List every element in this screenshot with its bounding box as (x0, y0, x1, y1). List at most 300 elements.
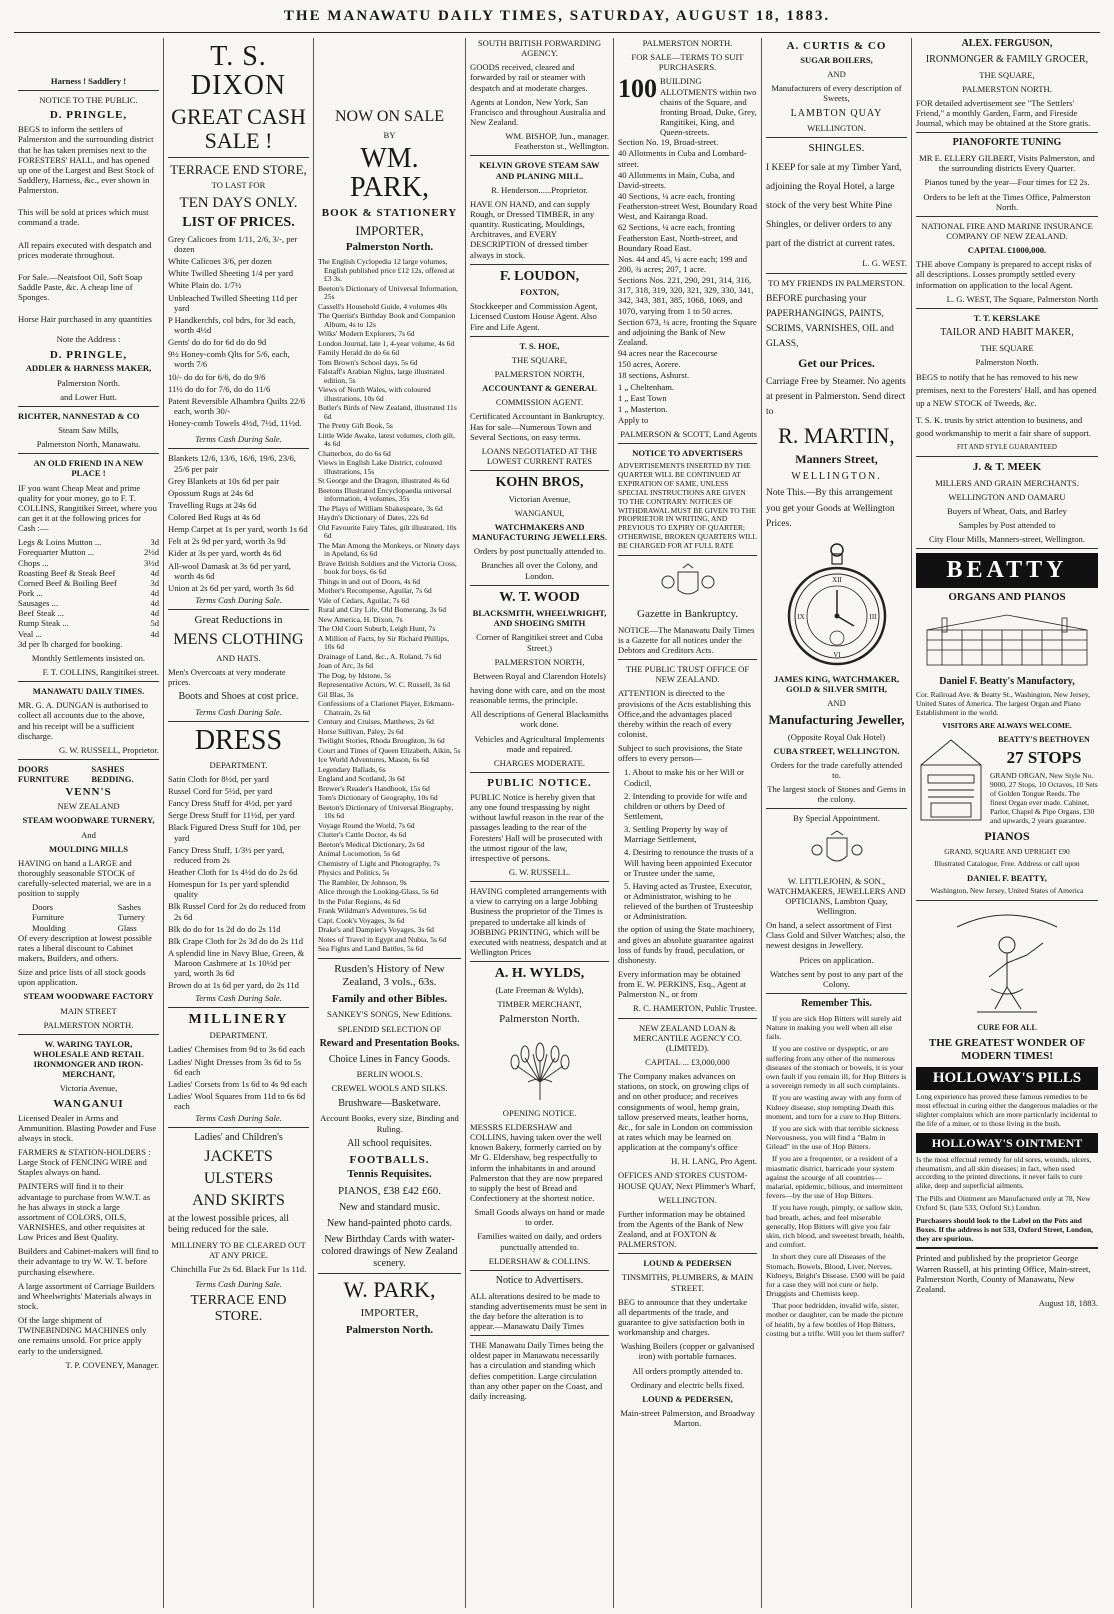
sbfa-bishop: WM. BISHOP, Jun., manager. Featherston st., Wellington. (505, 131, 609, 152)
martin-town: WELLINGTON. (791, 470, 882, 482)
price-item: 11½ do do for 7/6, do do 11/6 (168, 383, 271, 394)
national-west: L. G. WEST, The Square, Palmerston North (946, 293, 1098, 304)
littlejohn-heading: W. LITTLEJOHN, & SON., WATCHMAKERS, JEWELLERS AND OPTICIANS, Lambton Quay, Wellington. (767, 875, 906, 917)
supply-left (32, 902, 66, 932)
address-town: Palmerston North. (56, 377, 120, 388)
book-item: The Rambler, Dr Johnson, 9s (318, 877, 407, 887)
piano-orders: Orders to be left at the Times Office, Palmerston North. (923, 191, 1091, 212)
wylds-late: (Late Freeman & Wylds), (495, 984, 584, 995)
book-item: Brave British Soldiers and the Victoria Cross, book for boys, 6s 6d (318, 558, 457, 577)
price-item: White Calicoes 3/6, per dozen (168, 256, 272, 267)
trust-subject: Subject to such provisions, the State offers to every person— (618, 743, 743, 764)
waring-farmers: FARMERS & STATION-HOLDERS : Large Stock of FENCING WIRE and Staples always on hand. (18, 1146, 151, 1178)
meat-item: Pork ... (18, 588, 43, 598)
book-item: The Dog, by Idstone, 5s (318, 670, 391, 680)
book-item: Haydn's Dictionary of Dates, 22s 6d (318, 513, 429, 523)
book-item: Beeton's Dictionary of Universal Biography, 10s 6d (318, 802, 454, 821)
price-item: Brown do at 1s 6d per yard, do 2s 11d (168, 980, 299, 991)
sbfa-goods: GOODS received, cleared and forwarded by rail or steamer with despatch and at moderate charges. (470, 62, 588, 93)
meat-price: 3d (150, 537, 159, 548)
terrace-end: TERRACE END STORE, (170, 162, 307, 178)
martin-carriage: Carriage Free by Steamer. No agents at present in Palmerston. Send direct to (766, 376, 906, 417)
kerslake-trade: TAILOR AND HABIT MAKER, (940, 326, 1074, 338)
wood-name: W. T. WOOD (499, 589, 580, 605)
russell-signature: G. W. RUSSELL, Proprietor. (58, 744, 159, 755)
curtis-manufacturers: Manufacturers of every description of Sweets, (771, 83, 902, 104)
holloway-figure-illustration (947, 907, 1067, 1017)
book-item: Beetons Illustrated Encyclopaedia universal information, 4 volumes, 35s (318, 485, 452, 504)
piano-heading: PIANOFORTE TUNING (952, 137, 1062, 149)
hoe-name: T. S. HOE, (519, 340, 560, 351)
meat-item: Veal ... (18, 628, 42, 639)
factory-street: MAIN STREET (60, 1005, 117, 1016)
special-appointment: By Special Appointment. (793, 813, 880, 824)
address-name: D. PRINGLE, (49, 348, 128, 361)
millinery-clear: MILLINERY TO BE CLEARED OUT AT ANY PRICE. (171, 1240, 306, 1261)
notice-advertisers-body: ADVERTISEMENTS INSERTED BY THE QUARTER WILL BE CONTINUED AT EXPIRATION OF SAME, UNLESS SPECIAL INSTRUCTIONS ARE GIVEN TO THE CONTRARY. NOTICES OF WITHDRAWAL MUST BE GIVEN TO THE PROPRIETOR IN WRITING, AND PREVIOUS TO EXPIRY OF QUARTER; OTHERWISE, BROKEN QUARTERS WILL BE CHARGED FOR AT FULL RATE (618, 461, 757, 550)
book-item: Tom Brown's School days, 5s 6d (318, 357, 418, 367)
advertisers-heading: Notice to Advertisers. (495, 1274, 584, 1286)
nzloan-wellington: WELLINGTON. (658, 1194, 717, 1205)
column-4 (466, 38, 614, 1608)
holloway-pills: HOLLOWAY'S PILLS (916, 1067, 1098, 1091)
jobbing-notice: HAVING completed arrangements with a view to carrying on a large Jobbing Business the proprietor of the Times is prepared to undertake all kinds of JOBBING PRINTING, which will be executed with neatness, despatch and at Wellington Prices (470, 886, 607, 957)
harness-heading: Harness ! Saddlery ! (50, 76, 127, 86)
crest-icon (807, 830, 867, 870)
book-item: Capt. Cook's Voyages, 3s 6d (318, 915, 405, 925)
scott-firm: PALMERSON & SCOTT, Land Agents (620, 429, 757, 440)
loudon-town: FOXTON, (520, 287, 559, 298)
sbfa-agents: Agents at London, New York, San Francisco and throughout Australia and New Zealand. (470, 96, 606, 127)
section-item: 40 Allotments in Cuba and Lombard-street. (618, 148, 747, 169)
kohn-street: Victorian Avenue, (508, 493, 571, 504)
book-item: Animal Locomotion, 5s 6d (318, 849, 400, 859)
book-item: Falstaff's Arabian Nights, large illustrated edition, 5s (318, 367, 445, 385)
price-list-4 (168, 1044, 309, 1111)
king-largest: The largest stock of Stones and Gems in the colony. (767, 784, 906, 805)
section-item: 1 „ Cheltenham. (618, 381, 675, 392)
book-list (318, 258, 461, 954)
importer-2: IMPORTER, (360, 1306, 419, 1319)
masthead-rule (14, 32, 1100, 33)
supply-item: Glass (117, 922, 137, 933)
book-item: New America, H. Dixon, 7s (318, 614, 403, 624)
price-item: Patent Reversible Alhambra Quilts 22/6 each, worth 30/- (168, 395, 306, 416)
waring-carriage: A large assortment of Carriage Builders and Wheelwrights' Materials always in stock. (18, 1280, 155, 1311)
book-item: In the Polar Regions, 4s 6d (318, 896, 401, 906)
trust-option: the option of using the State machinery, and gives an absolute guarantee against loss of funds by fraud, peculation, or dishonesty. (618, 924, 755, 965)
book-item: A Million of Facts, by Sir Richard Phillips, 10s 6d (318, 633, 449, 652)
holloway-ointment: HOLLOWAY'S OINTMENT (916, 1133, 1098, 1153)
book-item: Beeton's Medical Dictionary, 2s 6d (318, 839, 425, 849)
price-item: 9½ Honey-comb Qlts for 5/6, each, worth 7/6 (168, 349, 290, 370)
collins-body: IF you want Cheap Meat and prime quality for your money, go to F. T. COLLINS, Rangitikei Street, where you can get it at the following prices for Cash :— (18, 482, 157, 534)
hoe-certified: Certificated Accountant in Bankruptcy. Has for sale—Numerous Town and Several Sections, on easy terms. (470, 411, 605, 442)
wood-trade: BLACKSMITH, WHEELWRIGHT, AND SHOEING SMITH (472, 608, 607, 629)
fancy-goods: Choice Lines in Fancy Goods. (328, 1053, 451, 1065)
martin-name: R. MARTIN, (778, 423, 895, 449)
lound-address: Main-street Palmerston, and Broadway Marton. (620, 1408, 755, 1429)
book-item: Things in and out of Doors, 4s 6d (318, 576, 421, 586)
factory-name: STEAM WOODWARE FACTORY (23, 991, 154, 1002)
terms-3: Terms Cash During Sale. (195, 707, 282, 718)
column-1 (14, 38, 164, 1608)
holloway-pills-body: Long experience has proved these famous remedies to be most effectual in curing either the dangerous maladies or the slighter complaints which are more particularly incidental to the life of a miner, or to those living in the bush. (916, 1092, 1098, 1128)
venns-having: HAVING on hand a LARGE and thoroughly seasonable STOCK of carefully-selected material, we are in a position to supply (18, 857, 152, 899)
section-item: 1 „ East Town (618, 392, 667, 403)
price-item: Fancy Dress Stuff, 1/3½ per yard, reduced from 2s (168, 844, 285, 865)
price-item: Kider at 3s per yard, worth 4s 6d (168, 548, 282, 559)
book-item: The Old Court Suburb, Leigh Hunt, 7s (318, 624, 436, 634)
book-item: Century and Cruises, Matthews, 2s 6d (318, 717, 434, 727)
venns-sizes: Size and price lists of all stock goods upon application. (18, 967, 146, 988)
wood-descriptions: All descriptions of General Blacksmiths work done. (470, 709, 609, 730)
friend-heading: AN OLD FRIEND IN A NEW PLACE ! (33, 458, 144, 479)
nzloan-body: The Company makes advances on stations, on stock, on growing clips of and on other produce; and receives consignments of wool, hemp grain, tallow preserved meats, leather horns, &c., for sale in London on commission at rates which may be learned on application at the company's office (618, 1071, 753, 1153)
price-item: A splendid line in Navy Blue, Green, & Maroon Cashmere at 1s 10½d per yard, worth 3s 6d (168, 948, 305, 979)
supply-item: Moulding (32, 922, 66, 933)
address-town2: and Lower Hutt. (60, 391, 117, 402)
ten-days: TEN DAYS ONLY. (179, 194, 298, 211)
book-item: Old Favourite Fairy Tales, gilt illustrated, 10s 6d (318, 522, 457, 541)
nzloan-capital: CAPITAL ... £3,000,000 (645, 1056, 730, 1067)
kohn-orders: Orders by post punctually attended to. (473, 546, 606, 557)
gazette-heading: Gazette in Bankruptcy. (637, 607, 738, 620)
beatty-body: Cor. Railroad Ave. & Beatty St., Washington, New Jersey, United States of America. The largest Organ and Piano Establishment in the world. (916, 690, 1091, 718)
meat-price: 4d (150, 588, 159, 598)
wylds-name: A. H. WYLDS, (494, 966, 585, 982)
venns-moulding: MOULDING MILLS (48, 843, 129, 854)
book-item: Gil Blas, 3s (318, 689, 354, 699)
wood-vehicles: Vehicles and Agricultural Implements made and repaired. (474, 733, 605, 754)
price-item: Colored Bed Rugs at 4s 6d (168, 512, 261, 523)
offer-item: 3. Settling Property by way of Marriage Settlement, (624, 824, 728, 845)
address-trade: ADDLER & HARNESS MAKER, (25, 363, 152, 374)
book-item: Chatterbox, do do 6s 6d (318, 448, 391, 458)
collins-signature: F. T. COLLINS, Rangitikei street. (42, 666, 159, 677)
opening-notice: OPENING NOTICE. (502, 1107, 577, 1118)
holloway-oxford: The Pills and Ointment are Manufactured only at 78, New Oxford St. (late 533, Oxford St.) London. (916, 1194, 1091, 1213)
overcoats: Men's Overcoats at very moderate prices. (168, 667, 286, 688)
piano-gilbert: MR E. ELLERY GILBERT, Visits Palmerston, and the surrounding districts Every Quarter. (919, 153, 1095, 174)
park-town-2: Palmerston North. (345, 1323, 434, 1336)
lound-bells: Ordinary and electric bells fixed. (630, 1379, 745, 1390)
offer-item: 2. Intending to provide for wife and children or others by Deed of Settlement, (624, 790, 747, 821)
king-country: Orders for the trade carefully attended to. (770, 759, 903, 781)
price-item: P Handkerchfs, col bdrs, for 3d each, worth 4½d (168, 314, 296, 335)
richter-name: RICHTER, NANNESTAD & CO (18, 410, 140, 421)
venns-title: VENN'S (65, 786, 112, 799)
littlejohn-watches: Watches sent by post to any part of the Colony. (770, 968, 903, 989)
venns-nz: NEW ZEALAND (57, 801, 120, 812)
price-list-1 (168, 234, 309, 428)
trust-hamerton: R. C. HAMERTON, Public Trustee. (633, 1003, 757, 1014)
meek-city: City Flour Mills, Manners-street, Wellington. (929, 534, 1085, 545)
holloway-cure: CURE FOR ALL (977, 1023, 1037, 1033)
section-item: Nos. 44 and 45, ¼ acre each; 199 and 200, ¾ acres; 207, 1 acre. (618, 253, 748, 274)
kerslake-tsk: T. S. K. trusts by strict attention to business, and good workmanship to merit a fair share of support. (916, 414, 1091, 438)
organ-body: GRAND ORGAN, New Style No. 9000, 27 Stops, 10 Octaves, 10 Sets of Golden Tongue Reeds. The finest Organ ever made. Cabinet, Parlor, Chapel & Pipe Organs, £30 and upwards, 2 years guarantee. (990, 771, 1098, 825)
svg-text:XII: XII (831, 575, 842, 584)
splendid: SPLENDID SELECTION OF (337, 1023, 442, 1034)
pringle-horsehair: Horse Hair purchased in any quantities (18, 314, 152, 325)
book-item: Confessions of a Clarionet Player, Erkmann-Chatrain, 2s 6d (318, 699, 454, 717)
book-item: Wilks' Modern Explorers, 7s 6d (318, 329, 415, 339)
book-item: Legendary Ballads, 6s (318, 764, 386, 774)
tennis: Tennis Requisites. (347, 1168, 432, 1181)
jackets: JACKETS (204, 1148, 273, 1166)
millinery-heading: MILLINERY (188, 1011, 289, 1027)
book-item: Twilight Stories, Rhoda Broughton, 3s 6d (318, 736, 445, 746)
supply-item: Sashes (117, 902, 142, 913)
book-item: Butler's Birds of New Zealand, illustrated 11s 6d (318, 403, 457, 421)
trust-info: Every information may be obtained from E. W. PERKINS, Esq., Agent at Palmerston N., or from (618, 968, 747, 1000)
factory-illustration (922, 610, 1092, 670)
book-item: Rural and City Life, Old Bomerang, 3s 6d (318, 605, 447, 615)
king-street: CUBA STREET, WELLINGTON. (773, 745, 900, 756)
price-item: White Plain do. 1/7½ (168, 280, 242, 291)
meat-price-row (18, 629, 159, 639)
book-item: Views in English Lake District, coloured illustrations, 15s (318, 458, 442, 476)
book-item: Joan of Arc, 3s 6d (318, 661, 374, 671)
wood-town: PALMERSTON NORTH, (494, 656, 585, 667)
book-item: Physics and Politics, 5s (318, 868, 390, 878)
section-item: 40 Sections, ¼ acre each, fronting Featherston-street West, Boundary Road West, and Kairanga Road. (618, 190, 758, 222)
footballs: FOOTBALLS. (349, 1153, 430, 1166)
book-item: London Journal, late 1, 4-year volume, 4s 6d (318, 338, 455, 348)
offer-item: 4. Desiring to renounce the trusts of a Will having been appointed Executor or Trustee under the same, (624, 847, 754, 878)
book-item: Clutter's Cattle Doctor, 4s 6d (318, 830, 407, 840)
column-3 (314, 38, 466, 1608)
meat-item: Roasting Beef & Steak Beef (18, 567, 116, 578)
terms-4: Terms Cash During Sale. (195, 992, 282, 1003)
littlejohn-prices: Prices on application. (799, 954, 874, 965)
dress-department: DEPARTMENT. (209, 759, 268, 770)
book-item: Beeton's Dictionary of Universal Information, 25s (318, 283, 458, 302)
supply-list (18, 902, 159, 932)
hoe-town: PALMERSTON NORTH, (494, 369, 585, 380)
svg-text:IX: IX (796, 612, 805, 621)
holloway-wonder: THE GREATEST WONDER OF MODERN TIMES! (928, 1036, 1086, 1062)
by: BY (383, 129, 396, 140)
meek-buyers: Buyers of Wheat, Oats, and Barley (947, 505, 1067, 516)
book-item: Alice through the Looking-Glass, 5s 6d (318, 887, 439, 897)
pocket-watch-illustration (782, 538, 892, 668)
terms-6: Terms Cash During Sale. (195, 1278, 282, 1289)
sashes-label: SASHES BEDDING. (91, 763, 134, 785)
hoe-accountant: ACCOUNTANT & GENERAL (482, 383, 597, 394)
book-item: Drake's and Dampier's Voyages, 3s 6d (318, 925, 434, 935)
nzloan-offices: OFFICES AND STORES CUSTOM-HOUSE QUAY, Next Plimmer's Wharf, (618, 1170, 756, 1191)
loudon-body: Stockkeeper and Commission Agent, Licensed Custom House Agent. Also Fire and Life Agent. (470, 301, 598, 332)
price-item: Blk do do for 1s 2d do do 2s 11d (168, 923, 281, 934)
hop-item: If you are wasting away with any form of Kidney disease, stop tempting Death this moment, and turn for a cure to Hop Bitters. (766, 1093, 902, 1121)
notice-heading: NOTICE TO THE PUBLIC. (39, 95, 138, 106)
price-item: Blk Crape Cloth for 2s 3d do do 2s 11d (168, 935, 304, 946)
meat-price-row (18, 537, 159, 547)
dungan-notice: MR. G. A. DUNGAN is authorised to collect all accounts due to the above, and his receipt will be a sufficient discharge. (18, 700, 149, 741)
dixon-name: T. S. DIXON (190, 41, 287, 102)
advertisers-body: ALL alterations desired to be made to standing advertisements must be sent in the day before the alteration is to appear.—Manawatu Daily Times (470, 1290, 607, 1332)
curtis-and: AND (827, 69, 846, 80)
allotments-text: BUILDING ALLOTMENTS within two chains of the Square, and fronting Broad, Duke, Grey, Rangitikei, King, and Queen-streets. (660, 76, 757, 138)
offer-item: 1. About to make his or her Will or Codicil, (624, 767, 745, 788)
terms-2: Terms Cash During Sale. (195, 595, 282, 606)
kerslake-fit: FIT AND STYLE GUARANTEED (956, 443, 1057, 452)
piano-tuned: Pianos tuned by the year—Four times for £2 2s. (924, 177, 1090, 188)
loudon-name: F. LOUDON, (499, 268, 580, 284)
scott-sale: FOR SALE—TERMS TO SUIT PURCHASERS. (631, 52, 744, 73)
price-item: Travelling Rugs at 24s 6d (168, 499, 257, 510)
martin-street: Manners Street, (795, 452, 878, 467)
meat-price: 4d (150, 608, 159, 619)
column-2 (164, 38, 314, 1608)
list-of-prices: LIST OF PRICES. (182, 215, 295, 231)
now-on-sale: NOW ON SALE (334, 108, 445, 125)
book-item: Chemistry of Light and Photography, 7s (318, 858, 440, 868)
book-item: Court and Times of Queen Elizabeth, Aikin, 5s (318, 745, 461, 755)
allotments-block (618, 76, 757, 137)
times-circulation: THE Manawatu Daily Times being the oldest paper in Manawatu necessarily has a circulation and standing which defies competition. Large circulation than any other paper on the Coast, and daily increasing. (470, 1340, 604, 1401)
special-appointment-row (766, 813, 907, 823)
supply-item: Turnery (117, 912, 145, 923)
park-town: Palmerston North. (345, 241, 434, 254)
price-item: Heather Cloth for 1s 4½d do do 2s 6d (168, 867, 298, 878)
waring-heading: W. WARING TAYLOR, WHOLESALE AND RETAIL IRONMONGER AND IRON-MERCHANT, (33, 1038, 144, 1080)
book-item: Family Herald do do 6s 6d (318, 348, 400, 358)
book-item: The Querist's Birthday Book and Companion Album, 4s to 12s (318, 311, 456, 329)
national-heading: NATIONAL FIRE AND MARINE INSURANCE COMPANY OF NEW ZEALAND. (921, 220, 1093, 241)
imprint-date: August 18, 1883. (1038, 1297, 1098, 1308)
wylds-town: Palmerston North. (499, 1012, 580, 1025)
ladies-heading: Ladies' and Children's (194, 1132, 283, 1144)
hoe-commission: COMMISSION AGENT. (495, 397, 584, 408)
beatty-manufactory: Daniel F. Beatty's Manufactory, (939, 675, 1075, 687)
price-item: Black Figured Dress Stuff for 10d, per yard (168, 822, 301, 843)
meat-item: Beef Steak ... (18, 608, 65, 619)
eldershaw-body: MESSRS ELDERSHAW and COLLINS, having taken over the well known Bakery, formerly carried on by Mr G. Eldershaw, beg respectfully to inform the inhabitants in and around Palmerston that they are now prepared to supply the best of Bread and Confectionery at the shortest notice. (470, 1121, 603, 1203)
kohn-branches: Branches all over the Colony, and London. (481, 560, 598, 581)
lound-beg: BEG to announce that they undertake all departments of the trade, and guarantee to give satisfaction both in workmanship and charges. (618, 1296, 748, 1338)
dixon-sale: GREAT CASH SALE ! (171, 103, 306, 153)
price-item: Blankets 12/6, 13/6, 16/6, 19/6, 23/6, 25/6 per pair (168, 453, 296, 474)
shingles-west: L. G. WEST. (862, 258, 907, 269)
nzloan-further: Further information may be obtained from the Agents of the Bank of New Zealand, and at FOXTON & PALMERSTON. (618, 1208, 745, 1250)
eldershaw-small: Small Goods always on hand or made to order. (474, 1207, 605, 1228)
sbfa-heading: SOUTH BRITISH FORWARDING AGENCY. (477, 38, 602, 59)
beatty-washington: Washington, New Jersey, United States of America (930, 886, 1084, 896)
section-item: Sections Nos. 221, 290, 291, 314, 316, 317, 318, 319, 320, 321, 329, 330, 341, 342, 343, 381, 385, 1068, 1069, and 1070, varying from 1 to 50 acres. (618, 275, 754, 316)
hop-item: If you are sick with that terrible sickness Nervousness, you will find a "Balm in Gilead" in the use of Hop Bitters. (766, 1123, 899, 1152)
meat-price: 3d (150, 577, 159, 588)
nzloan-heading: NEW ZEALAND LOAN & MERCANTILE AGENCY CO. (LIMITED). (633, 1022, 742, 1053)
curtis-trade: SUGAR BOILERS, (800, 54, 873, 65)
venns-and: And (81, 829, 96, 840)
price-item: Blk Russel Cord for 2s do reduced from 2s 6d (168, 901, 306, 922)
meek-name: J. & T. MEEK (972, 460, 1042, 473)
meek-towns: WELLINGTON AND OAMARU (948, 491, 1066, 502)
importer: IMPORTER, (355, 222, 424, 238)
price-item: Hemp Carpet at 1s per yard, worth 1s 6d (168, 524, 308, 535)
pringle-name: D. PRINGLE, (49, 109, 128, 122)
section-item: Section 673, ¼ acre, fronting the Square and adjoining the Bank of New Zealand. (618, 316, 757, 347)
address-note: Note the Address : (56, 334, 121, 345)
section-item: 18 sections, Ashurst. (618, 370, 690, 381)
column-5 (614, 38, 762, 1608)
price-list-2 (168, 453, 309, 593)
meat-price: 4d (150, 567, 159, 578)
lound-washing: Washing Boilers (copper or galvanised iron) with portable furnaces. (620, 1341, 755, 1362)
meat-price: 4d (150, 628, 159, 639)
littlejohn-onhand: On hand, a select assortment of First Class Gold and Silver Watches; also, the newest designs in Jewellery. (766, 920, 906, 951)
reward: Reward and Presentation Books. (319, 1037, 460, 1049)
park-name: WM. PARK, (349, 143, 430, 204)
beatty-grand: GRAND, SQUARE AND UPRIGHT £90 (944, 846, 1070, 856)
meat-price-row (18, 618, 159, 628)
price-item: 10/- do do for 6/6, do do 9/6 (168, 371, 266, 382)
waring-licensed: Licensed Dealer in Arms and Ammunition. Blasting Powder and Fuse always in stock. (18, 1112, 157, 1143)
wood-corner: Corner of Rangitikei street and Cuba Street.) (476, 632, 603, 653)
organ-illustration (916, 735, 986, 825)
public-notice-heading: PUBLIC NOTICE. (487, 777, 592, 789)
collins-foot: 3d per lb charged for booking. (18, 638, 123, 649)
birthday-cards: New Birthday Cards with water-colored drawings of New Zealand scenery. (321, 1234, 458, 1269)
book-item: Drainage of Land, &c., A. Roland, 7s 6d (318, 651, 442, 661)
mdt-heading: MANAWATU DAILY TIMES. (32, 686, 145, 697)
price-item: Grey Calicoes from 1/11, 2/6, 3/-, per dozen (168, 233, 298, 254)
terrace-store: TERRACE END STORE. (190, 1292, 287, 1325)
meat-price-row (18, 578, 159, 588)
meat-item: Legs & Loins Mutton ... (18, 537, 102, 548)
shingles-body: I KEEP for sale at my Timber Yard, adjoining the Royal Hotel, a large stock of the very best White Pine Shingles, or deliver orders to any part of the district at current rates. (766, 163, 902, 250)
column-7 (912, 38, 1102, 1608)
meat-price-row (18, 588, 159, 598)
svg-text:VI: VI (832, 650, 841, 659)
beatty-daniel: DANIEL F. BEATTY, (967, 873, 1047, 884)
dress-heading: DRESS (194, 725, 283, 757)
nzloan-lang: H. H. LANG, Pro Agent. (671, 1156, 757, 1167)
wood-between: Between Royal and Clarendon Hotels) (473, 670, 606, 681)
ulsters: ULSTERS (203, 1170, 274, 1188)
remember-heading: Remember This. (801, 998, 872, 1010)
mens-clothing: MENS CLOTHING (173, 631, 304, 649)
eldershaw-sig: ELDERSHAW & COLLINS. (488, 1255, 591, 1266)
lound-orders: All orders promptly attended to. (632, 1365, 743, 1376)
beatty-illustrated: Illustrated Catalogue, Free. Address or call upon (934, 859, 1080, 869)
hoe-loans: LOANS NEGOTIATED AT THE LOWEST CURRENT RATES (481, 445, 598, 467)
photo-cards: New hand-painted photo cards. (327, 1218, 452, 1230)
skirts: AND SKIRTS (192, 1191, 285, 1209)
beatty-organs: ORGANS AND PIANOS (948, 590, 1066, 603)
book-item: St George and the Dragon, illustrated 4s 6d (318, 476, 450, 486)
price-item: Serge Dress Stuff for 11½d, per yard (168, 810, 295, 821)
meat-item: Corned Beef & Boiling Beef (18, 577, 117, 588)
ferguson-trade: IRONMONGER & FAMILY GROCER, (925, 53, 1089, 65)
book-item: Brewer's Reader's Handbook, 15s 6d (318, 783, 430, 793)
lound-trade: TINSMITHS, PLUMBERS, & MAIN STREET. (621, 1272, 754, 1293)
book-stationery: BOOK & STATIONERY (321, 206, 458, 219)
beatty-welcome: VISITORS ARE ALWAYS WELCOME. (942, 720, 1072, 730)
book-item: England and Scotland, 3s 6d (318, 774, 405, 784)
price-item: Grey Blankets at 10s 6d per pair (168, 475, 280, 486)
sankey: SANKEY'S SONGS, New Editions. (327, 1009, 452, 1020)
supply-item: Doors (32, 902, 54, 913)
ferguson-square: THE SQUARE, (979, 69, 1035, 80)
meat-price-row (18, 598, 159, 608)
meat-price-list (18, 537, 159, 638)
eldershaw-families: Families waited on daily, and orders punctually attended to. (477, 1231, 602, 1252)
hop-item: In short they cure all Diseases of the Stomach, Bowels, Blood, Liver, Nerves, Kidneys, Bright's Disease. £500 will be paid for a case they will not cure or help. Druggists and Chemists keep. (766, 1252, 905, 1299)
